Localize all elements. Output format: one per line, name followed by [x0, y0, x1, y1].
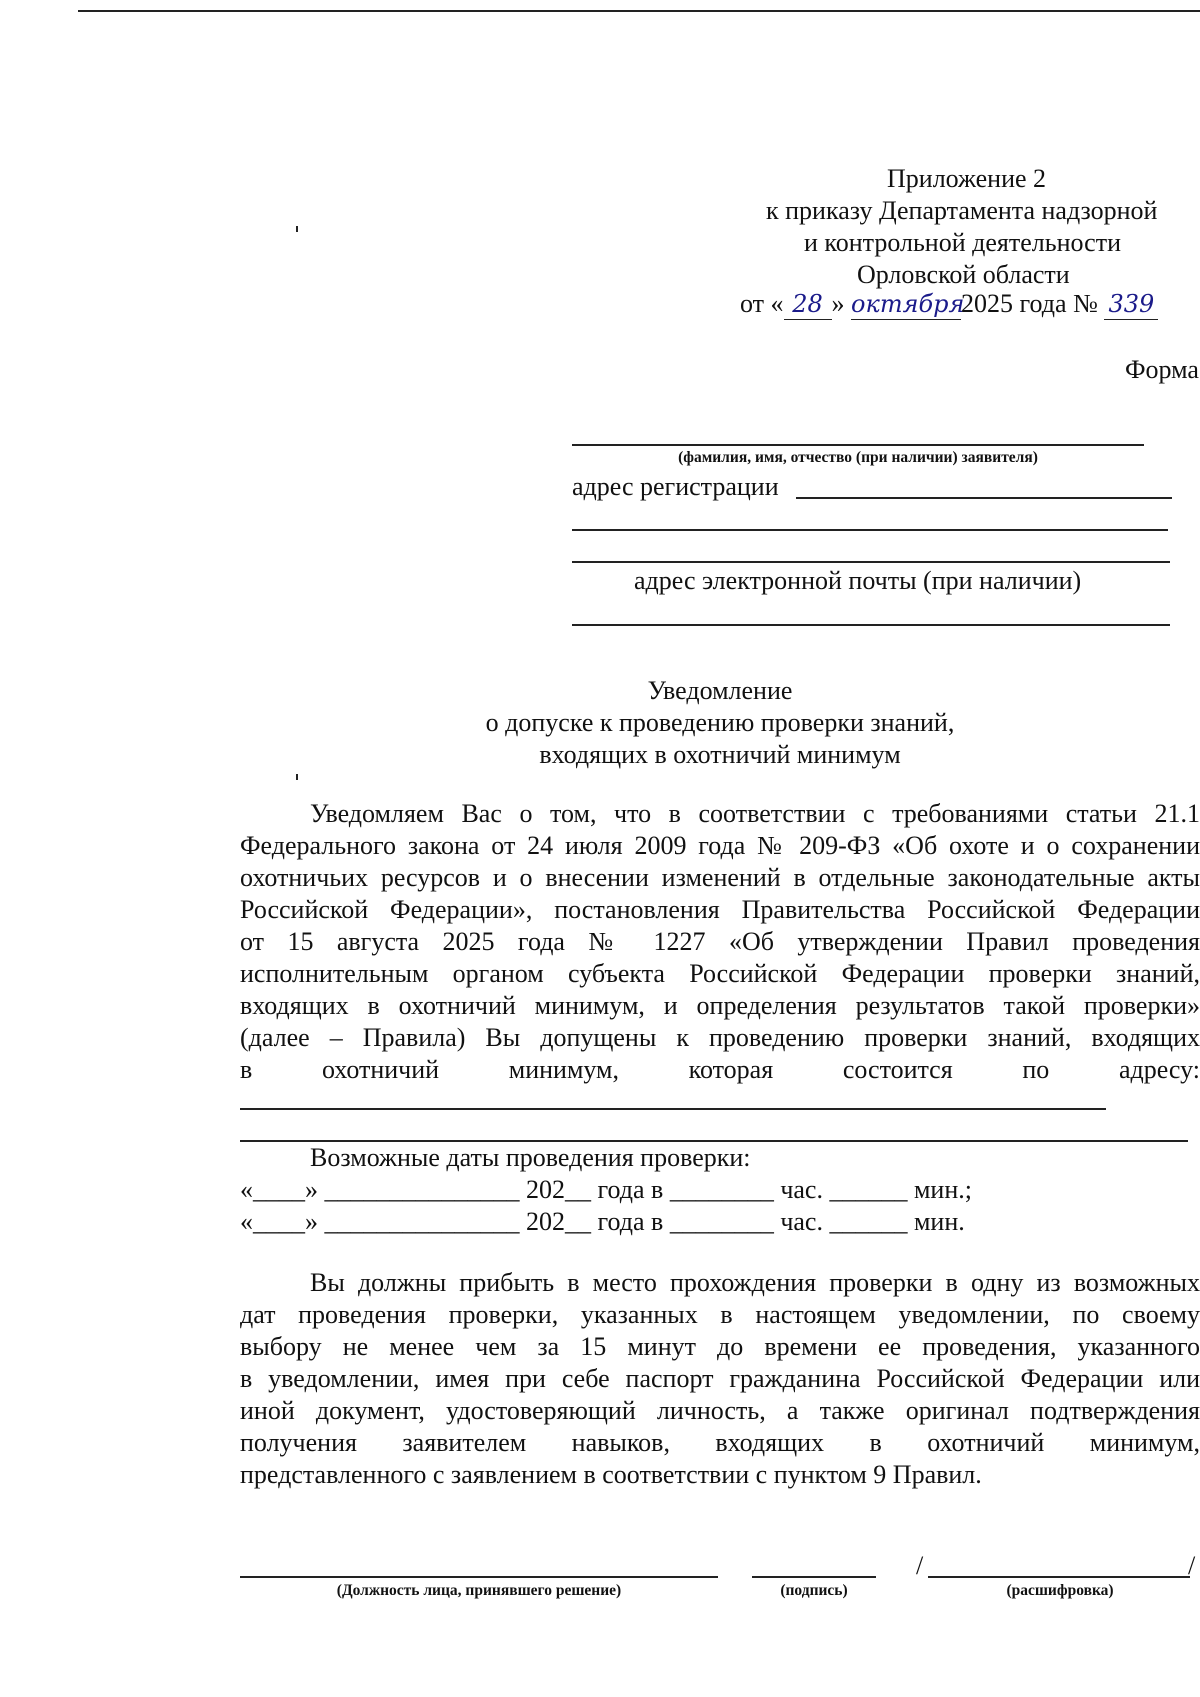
- order-reference-line: к приказу Департамента надзорной: [766, 196, 1158, 225]
- notice-subtitle-2: входящих в охотничий минимум: [539, 740, 901, 769]
- body-line-9: в охотничий минимум, которая состоится по адресу:: [240, 1055, 1200, 1084]
- registration-address-line-1: [796, 497, 1172, 499]
- arrival-line-6: получения заявителем навыков, входящих в охотничий минимум,: [240, 1428, 1200, 1457]
- signature-caption: (подпись): [780, 1582, 848, 1599]
- notice-subtitle-1: о допуске к проведению проверки знаний,: [485, 708, 955, 737]
- email-label: адрес электронной почты (при наличии): [634, 566, 1082, 595]
- decoding-slash-left: /: [916, 1551, 924, 1580]
- body-line-6: исполнительным органом субъекта Российской Федерации проверки знаний,: [240, 959, 1200, 988]
- date-day-handwritten: 28: [784, 289, 832, 320]
- registration-address-line-2: [572, 529, 1168, 531]
- decoding-line: [928, 1576, 1190, 1578]
- date-year: 2025 года №: [961, 289, 1098, 318]
- applicant-name-caption: (фамилия, имя, отчество (при наличии) заявителя): [678, 449, 1038, 466]
- body-line-1: Уведомляем Вас о том, что в соответствии с требованиями статьи 21.1: [310, 799, 1200, 828]
- possible-date-row-1: «____» _______________ 202__ года в ________ час. ______ мин.;: [240, 1175, 972, 1204]
- order-number-handwritten: 339: [1104, 289, 1158, 320]
- applicant-name-line: [572, 444, 1144, 446]
- exam-address-line-1: [240, 1108, 1106, 1110]
- scan-speck: [296, 774, 298, 780]
- date-prefix: от «: [740, 289, 784, 318]
- date-month-handwritten: октября: [851, 290, 965, 318]
- body-line-2: Федерального закона от 24 июля 2009 года № 209-ФЗ «Об охоте и о сохранении: [240, 831, 1200, 860]
- position-line: [240, 1576, 718, 1578]
- signature-line: [752, 1576, 876, 1578]
- date-mid: »: [831, 289, 845, 318]
- body-line-5: от 15 августа 2025 года № 1227 «Об утверждении Правил проведения: [240, 927, 1200, 956]
- position-caption: (Должность лица, принявшего решение): [336, 1582, 622, 1599]
- email-line: [572, 624, 1170, 626]
- decoding-slash-right: /: [1188, 1551, 1196, 1580]
- appendix-title: Приложение 2: [887, 164, 1047, 193]
- exam-address-line-2: [240, 1140, 1188, 1142]
- body-line-8: (далее – Правила) Вы допущены к проведению проверки знаний, входящих: [240, 1023, 1200, 1052]
- arrival-line-3: выбору не менее чем за 15 минут до времени ее проведения, указанного: [240, 1332, 1200, 1361]
- region-line: Орловской области: [857, 260, 1070, 289]
- decoding-caption: (расшифровка): [1006, 1582, 1114, 1599]
- department-line: и контрольной деятельности: [804, 228, 1121, 257]
- top-border-line: [78, 10, 1200, 12]
- possible-date-row-2: «____» _______________ 202__ года в ________ час. ______ мин.: [240, 1207, 965, 1236]
- scan-speck: [296, 226, 298, 232]
- arrival-line-1: Вы должны прибыть в место прохождения проверки в одну из возможных: [310, 1268, 1200, 1297]
- arrival-line-2: дат проведения проверки, указанных в настоящем уведомлении, по своему: [240, 1300, 1200, 1329]
- arrival-line-7: представленного с заявлением в соответствии с пунктом 9 Правил.: [240, 1460, 982, 1489]
- possible-dates-label: Возможные даты проведения проверки:: [310, 1143, 751, 1172]
- body-line-7: входящих в охотничий минимум, и определения результатов такой проверки»: [240, 991, 1200, 1020]
- body-line-4: Российской Федерации», постановления Правительства Российской Федерации: [240, 895, 1200, 924]
- form-label: Форма: [1125, 355, 1199, 384]
- registration-address-label: адрес регистрации: [572, 472, 779, 501]
- arrival-line-4: в уведомлении, имея при себе паспорт гражданина Российской Федерации или: [240, 1364, 1200, 1393]
- arrival-line-5: иной документ, удостоверяющий личность, а также оригинал подтверждения: [240, 1396, 1200, 1425]
- order-date-line: [740, 289, 1158, 320]
- body-line-3: охотничьих ресурсов и о внесении изменений в отдельные законодательные акты: [240, 863, 1200, 892]
- registration-address-line-3: [572, 561, 1170, 563]
- notice-title: Уведомление: [647, 676, 793, 705]
